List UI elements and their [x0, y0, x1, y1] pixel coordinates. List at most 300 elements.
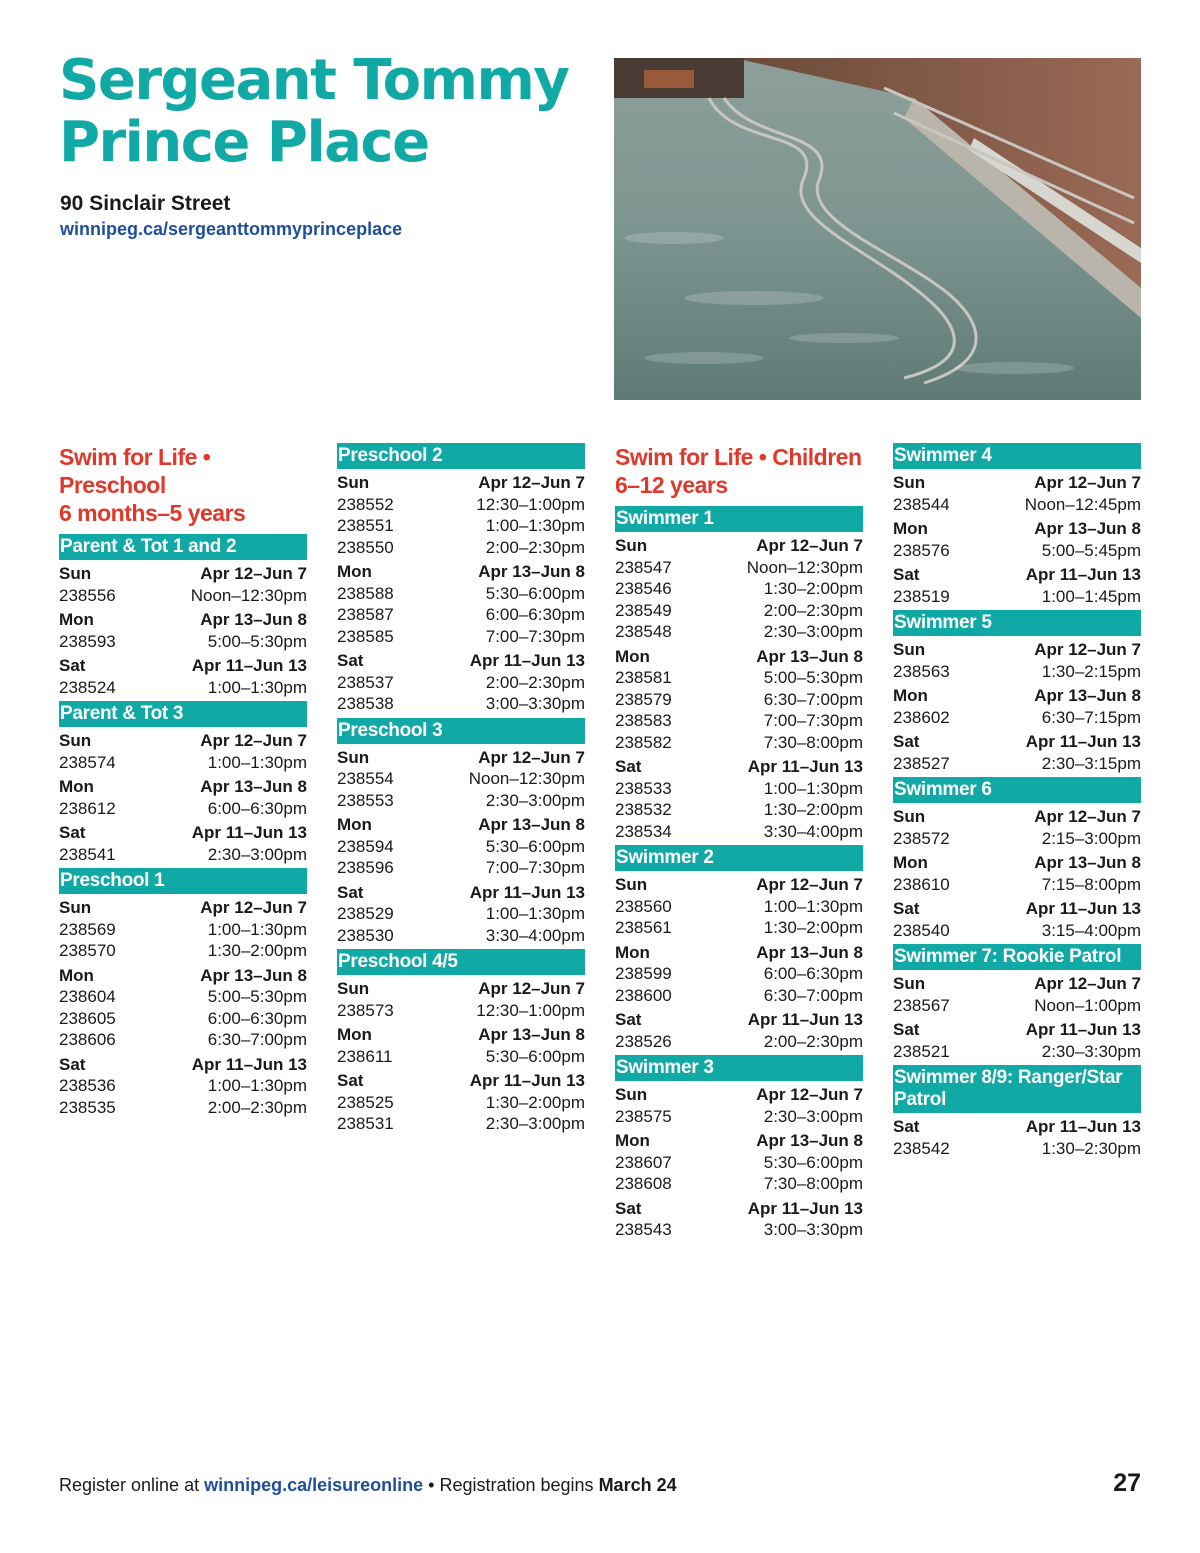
column-preschool-a	[59, 443, 307, 1121]
date-range: Apr 11–Jun 13	[191, 656, 307, 675]
session-time: 6:00–6:30pm	[485, 605, 585, 624]
day-name: Sun	[615, 875, 648, 894]
course-code: 238567	[893, 995, 950, 1015]
schedule-group	[615, 1130, 863, 1195]
session-row	[337, 494, 585, 516]
date-range: Apr 12–Jun 7	[1034, 974, 1141, 993]
session-row	[337, 537, 585, 559]
session-row	[337, 672, 585, 694]
date-range: Apr 11–Jun 13	[191, 823, 307, 842]
column-preschool-b	[337, 443, 585, 1138]
session-row	[59, 844, 307, 866]
session-time: 5:30–6:00pm	[763, 1152, 863, 1172]
date-range: Apr 12–Jun 7	[200, 731, 307, 750]
session-time: 6:30–7:15pm	[1041, 707, 1141, 727]
session-time: Noon–1:00pm	[1034, 995, 1141, 1015]
session-time: 7:00–7:30pm	[485, 858, 585, 877]
day-name: Sun	[59, 564, 92, 583]
session-row	[59, 631, 307, 653]
course-code: 238530	[337, 925, 394, 945]
session-row	[337, 1113, 585, 1135]
schedule-group	[893, 806, 1141, 849]
date-range: Apr 13–Jun 8	[1034, 686, 1141, 705]
course-code: 238553	[337, 790, 394, 810]
day-row	[615, 535, 863, 557]
schedule-group	[615, 1198, 863, 1241]
course-code: 238526	[615, 1031, 672, 1051]
day-name: Sun	[893, 473, 926, 492]
level-title: Swimmer 7: Rookie Patrol	[893, 944, 1141, 970]
course-code: 238599	[615, 964, 672, 983]
level-title: Parent & Tot 3	[59, 701, 307, 727]
course-code: 238524	[59, 677, 116, 697]
course-code: 238536	[59, 1076, 116, 1095]
day-row	[615, 1130, 863, 1152]
session-row	[337, 1000, 585, 1022]
schedule-group	[615, 535, 863, 643]
day-row	[337, 747, 585, 769]
session-row	[59, 986, 307, 1008]
session-time: 2:00–2:30pm	[763, 1031, 863, 1051]
course-code: 238569	[59, 919, 116, 939]
session-row	[615, 621, 863, 643]
date-range: Apr 12–Jun 7	[478, 473, 585, 492]
session-time: 5:00–5:30pm	[207, 631, 307, 651]
course-code: 238521	[893, 1041, 950, 1061]
course-code: 238587	[337, 605, 394, 624]
schedule-group	[893, 973, 1141, 1016]
session-time: 2:00–2:30pm	[485, 537, 585, 557]
schedule-group	[59, 822, 307, 865]
date-range: Apr 11–Jun 13	[1025, 1020, 1141, 1039]
page-number: 27	[1113, 1469, 1141, 1497]
day-row	[337, 814, 585, 836]
session-row	[615, 1152, 863, 1174]
session-row	[615, 778, 863, 800]
day-name: Sat	[893, 1020, 920, 1039]
course-code: 238579	[615, 689, 672, 709]
session-time: Noon–12:30pm	[468, 769, 585, 788]
session-time: 3:30–4:00pm	[763, 821, 863, 841]
schedule-group	[893, 1116, 1141, 1159]
date-range: Apr 12–Jun 7	[1034, 807, 1141, 826]
date-range: Apr 12–Jun 7	[756, 1085, 863, 1104]
session-row	[615, 896, 863, 918]
footer	[59, 1475, 677, 1496]
course-code: 238543	[615, 1220, 672, 1239]
session-row	[337, 790, 585, 812]
session-row	[59, 1097, 307, 1119]
session-time: 1:00–1:30pm	[207, 677, 307, 697]
date-range: Apr 13–Jun 8	[756, 942, 863, 962]
day-row	[337, 1024, 585, 1046]
session-row	[337, 583, 585, 605]
day-row	[59, 1054, 307, 1076]
day-name: Sun	[59, 898, 92, 917]
session-time: 6:00–6:30pm	[763, 964, 863, 983]
date-range: Apr 12–Jun 7	[756, 875, 863, 894]
session-time: 1:30–2:00pm	[763, 800, 863, 819]
day-name: Mon	[337, 562, 372, 581]
session-row	[337, 515, 585, 537]
date-range: Apr 13–Jun 8	[200, 965, 307, 985]
session-time: 3:15–4:00pm	[1041, 920, 1141, 940]
session-time: 5:00–5:30pm	[207, 987, 307, 1006]
date-range: Apr 12–Jun 7	[478, 747, 585, 767]
schedule-group	[615, 1084, 863, 1127]
day-row	[615, 756, 863, 778]
session-row	[59, 1029, 307, 1051]
session-row	[59, 585, 307, 607]
day-row	[59, 822, 307, 844]
date-range: Apr 13–Jun 8	[200, 777, 307, 796]
session-row	[615, 1219, 863, 1241]
day-row	[615, 1198, 863, 1220]
date-range: Apr 13–Jun 8	[756, 646, 863, 666]
schedule-group	[615, 942, 863, 1007]
date-range: Apr 11–Jun 13	[747, 757, 863, 776]
day-row	[337, 472, 585, 494]
schedule-group	[893, 639, 1141, 682]
session-row	[893, 1041, 1141, 1063]
session-row	[893, 586, 1141, 608]
schedule-group	[59, 965, 307, 1051]
date-range: Apr 13–Jun 8	[1034, 519, 1141, 538]
course-code: 238554	[337, 769, 394, 788]
title-line-2: Prince Place	[59, 110, 429, 175]
course-code: 238538	[337, 694, 394, 713]
day-name: Sun	[337, 473, 370, 492]
session-time: 2:30–3:00pm	[485, 1114, 585, 1133]
column-children-b	[893, 443, 1141, 1162]
day-row	[59, 730, 307, 752]
date-range: Apr 12–Jun 7	[1034, 473, 1141, 492]
day-row	[893, 852, 1141, 874]
schedule-group	[337, 747, 585, 812]
session-row	[337, 836, 585, 858]
session-row	[893, 753, 1141, 775]
session-time: 3:00–3:30pm	[485, 694, 585, 713]
level-title: Preschool 3	[337, 718, 585, 744]
day-name: Sun	[893, 974, 926, 993]
address: 90 Sinclair Street	[60, 192, 231, 215]
schedule-group	[615, 756, 863, 842]
schedule-group	[337, 814, 585, 879]
session-row	[893, 995, 1141, 1017]
day-name: Mon	[893, 686, 928, 705]
date-range: Apr 11–Jun 13	[1025, 899, 1141, 918]
session-time: 6:30–7:00pm	[207, 1030, 307, 1049]
course-code: 238575	[615, 1106, 672, 1126]
session-row	[615, 732, 863, 754]
day-name: Sat	[893, 732, 920, 751]
session-time: 6:00–6:30pm	[207, 1008, 307, 1028]
schedule-group	[893, 898, 1141, 941]
schedule-group	[615, 874, 863, 939]
date-range: Apr 11–Jun 13	[1025, 565, 1141, 584]
day-name: Sat	[59, 656, 86, 675]
session-time: 2:00–2:30pm	[485, 672, 585, 692]
session-time: 1:30–2:00pm	[485, 1092, 585, 1112]
day-row	[615, 942, 863, 964]
level-title: Preschool 4/5	[337, 949, 585, 975]
day-row	[893, 472, 1141, 494]
day-row	[59, 897, 307, 919]
day-name: Mon	[615, 1131, 650, 1150]
session-row	[893, 661, 1141, 683]
schedule-group	[893, 685, 1141, 728]
schedule-group	[893, 472, 1141, 515]
day-name: Mon	[59, 610, 94, 629]
session-time: Noon–12:45pm	[1024, 494, 1141, 514]
day-row	[59, 965, 307, 987]
day-name: Sun	[337, 747, 370, 767]
day-name: Sun	[59, 731, 92, 750]
session-row	[337, 1046, 585, 1068]
course-code: 238525	[337, 1092, 394, 1112]
session-row	[893, 540, 1141, 562]
session-time: 5:30–6:00pm	[485, 1046, 585, 1066]
session-time: 12:30–1:00pm	[476, 494, 585, 514]
schedule-group	[59, 563, 307, 606]
session-row	[615, 1173, 863, 1195]
date-range: Apr 12–Jun 7	[478, 979, 585, 998]
session-row	[615, 600, 863, 622]
level-title: Swimmer 1	[615, 506, 863, 532]
course-code: 238611	[337, 1046, 393, 1066]
footer-link[interactable]: winnipeg.ca/leisureonline	[204, 1475, 424, 1495]
day-row	[893, 518, 1141, 540]
session-row	[337, 925, 585, 947]
session-row	[59, 677, 307, 699]
session-row	[337, 1092, 585, 1114]
day-name: Sun	[615, 1085, 648, 1104]
footer-middle: • Registration begins	[423, 1475, 599, 1495]
course-code: 238570	[59, 941, 116, 960]
course-code: 238585	[337, 626, 394, 646]
session-time: 2:30–3:30pm	[1041, 1041, 1141, 1061]
day-name: Mon	[893, 519, 928, 538]
session-row	[893, 707, 1141, 729]
session-row	[59, 940, 307, 962]
course-code: 238602	[893, 707, 950, 727]
schedule-group	[893, 564, 1141, 607]
schedule-group	[337, 472, 585, 558]
session-time: 5:00–5:30pm	[763, 668, 863, 687]
course-code: 238582	[615, 732, 672, 752]
session-time: 2:30–3:00pm	[207, 844, 307, 864]
date-range: Apr 13–Jun 8	[478, 1025, 585, 1044]
level-title: Swimmer 8/9: Ranger/Star Patrol	[893, 1065, 1141, 1113]
course-code: 238600	[615, 985, 672, 1005]
session-row	[615, 578, 863, 600]
course-code: 238541	[59, 844, 116, 864]
course-code: 238594	[337, 836, 394, 856]
course-code: 238574	[59, 752, 116, 772]
day-row	[893, 685, 1141, 707]
session-time: 2:30–3:00pm	[763, 1106, 863, 1126]
session-row	[337, 626, 585, 648]
course-code: 238573	[337, 1000, 394, 1020]
session-time: 1:00–1:30pm	[763, 896, 863, 916]
session-row	[615, 821, 863, 843]
day-name: Sun	[337, 979, 370, 998]
course-code: 238596	[337, 858, 394, 877]
schedule-group	[893, 731, 1141, 774]
course-code: 238560	[615, 896, 672, 916]
session-time: Noon–12:30pm	[190, 585, 307, 605]
course-code: 238561	[615, 918, 672, 937]
schedule-group	[615, 646, 863, 754]
schedule-group	[59, 1054, 307, 1119]
course-code: 238549	[615, 600, 672, 620]
day-row	[337, 882, 585, 904]
session-row	[615, 1031, 863, 1053]
day-row	[615, 874, 863, 896]
session-row	[615, 799, 863, 821]
course-code: 238572	[893, 828, 950, 848]
session-time: 1:30–2:00pm	[763, 579, 863, 598]
day-row	[337, 1070, 585, 1092]
level-title: Swimmer 4	[893, 443, 1141, 469]
program-heading-line: Swim for Life • Children	[615, 444, 862, 470]
program-heading-line: 6 months–5 years	[59, 500, 246, 526]
day-row	[893, 639, 1141, 661]
session-time: 1:30–2:00pm	[763, 918, 863, 937]
course-code: 238612	[59, 798, 116, 818]
date-range: Apr 11–Jun 13	[1025, 732, 1141, 751]
day-row	[615, 1084, 863, 1106]
day-name: Sat	[615, 1198, 642, 1218]
session-row	[59, 919, 307, 941]
day-name: Sat	[615, 1010, 642, 1029]
day-name: Sat	[59, 823, 86, 842]
day-name: Sat	[337, 651, 364, 670]
program-heading	[59, 443, 307, 527]
day-row	[337, 561, 585, 583]
session-row	[337, 693, 585, 715]
session-time: 6:30–7:00pm	[763, 689, 863, 709]
session-time: 1:00–1:30pm	[485, 516, 585, 535]
day-row	[893, 731, 1141, 753]
pool-photo	[614, 58, 1141, 400]
session-time: 1:00–1:30pm	[485, 904, 585, 923]
course-code: 238542	[893, 1138, 950, 1158]
date-range: Apr 13–Jun 8	[200, 610, 307, 629]
session-time: 6:00–6:30pm	[207, 798, 307, 818]
session-time: 7:00–7:30pm	[763, 711, 863, 730]
day-row	[59, 609, 307, 631]
course-code: 238531	[337, 1114, 394, 1133]
date-range: Apr 11–Jun 13	[747, 1010, 863, 1029]
session-time: 7:30–8:00pm	[763, 1174, 863, 1193]
day-name: Mon	[615, 942, 650, 962]
schedule-group	[893, 852, 1141, 895]
website-link[interactable]: winnipeg.ca/sergeanttommyprinceplace	[60, 219, 403, 239]
course-code: 238583	[615, 711, 672, 730]
day-row	[893, 564, 1141, 586]
course-code: 238550	[337, 537, 394, 557]
day-row	[893, 898, 1141, 920]
date-range: Apr 13–Jun 8	[478, 562, 585, 581]
course-code: 238608	[615, 1174, 672, 1193]
day-name: Mon	[59, 777, 94, 796]
date-range: Apr 11–Jun 13	[1025, 1117, 1141, 1136]
course-code: 238532	[615, 800, 672, 819]
course-code: 238533	[615, 778, 672, 798]
schedule-group	[337, 882, 585, 947]
course-code: 238581	[615, 668, 672, 687]
day-row	[615, 646, 863, 668]
session-row	[615, 1106, 863, 1128]
course-code: 238534	[615, 821, 672, 841]
session-row	[59, 1075, 307, 1097]
day-row	[337, 978, 585, 1000]
schedule-group	[615, 1009, 863, 1052]
schedule-group	[893, 518, 1141, 561]
date-range: Apr 11–Jun 13	[469, 882, 585, 902]
day-name: Sat	[337, 1071, 364, 1090]
program-heading-line: 6–12 years	[615, 472, 728, 498]
day-name: Sat	[337, 882, 364, 902]
session-time: 2:15–3:00pm	[1041, 828, 1141, 848]
course-code: 238593	[59, 631, 116, 651]
day-row	[337, 650, 585, 672]
course-code: 238527	[893, 753, 950, 773]
session-time: 2:30–3:00pm	[485, 790, 585, 810]
date-range: Apr 13–Jun 8	[1034, 853, 1141, 872]
course-code: 238588	[337, 583, 394, 603]
session-time: 1:00–1:45pm	[1041, 586, 1141, 606]
day-name: Mon	[337, 815, 372, 834]
pool-photo-icon	[614, 58, 1141, 400]
course-code: 238604	[59, 987, 116, 1006]
session-time: 1:30–2:15pm	[1041, 661, 1141, 681]
date-range: Apr 11–Jun 13	[191, 1054, 307, 1074]
footer-date: March 24	[598, 1475, 677, 1495]
level-title: Swimmer 6	[893, 777, 1141, 803]
course-code: 238544	[893, 494, 950, 514]
session-time: 2:30–3:15pm	[1041, 753, 1141, 773]
day-row	[893, 973, 1141, 995]
course-code: 238552	[337, 494, 394, 514]
date-range: Apr 13–Jun 8	[478, 815, 585, 834]
course-code: 238546	[615, 579, 672, 598]
schedule-group	[337, 978, 585, 1021]
session-row	[615, 963, 863, 985]
date-range: Apr 11–Jun 13	[469, 1071, 585, 1090]
course-code: 238548	[615, 622, 672, 641]
day-name: Sun	[615, 536, 648, 555]
date-range: Apr 13–Jun 8	[756, 1131, 863, 1150]
level-title: Swimmer 2	[615, 845, 863, 871]
course-code: 238576	[893, 540, 950, 560]
session-time: 7:15–8:00pm	[1041, 874, 1141, 894]
level-title: Parent & Tot 1 and 2	[59, 534, 307, 560]
level-title: Swimmer 3	[615, 1055, 863, 1081]
session-row	[893, 1138, 1141, 1160]
course-code: 238519	[893, 586, 950, 606]
session-time: 7:00–7:30pm	[485, 626, 585, 646]
date-range: Apr 12–Jun 7	[200, 564, 307, 583]
day-name: Sun	[893, 807, 926, 826]
day-name: Sat	[893, 565, 920, 584]
session-time: 3:30–4:00pm	[485, 925, 585, 945]
page-title	[59, 50, 568, 174]
day-row	[59, 776, 307, 798]
day-name: Sat	[893, 1117, 920, 1136]
course-code: 238547	[615, 557, 672, 577]
